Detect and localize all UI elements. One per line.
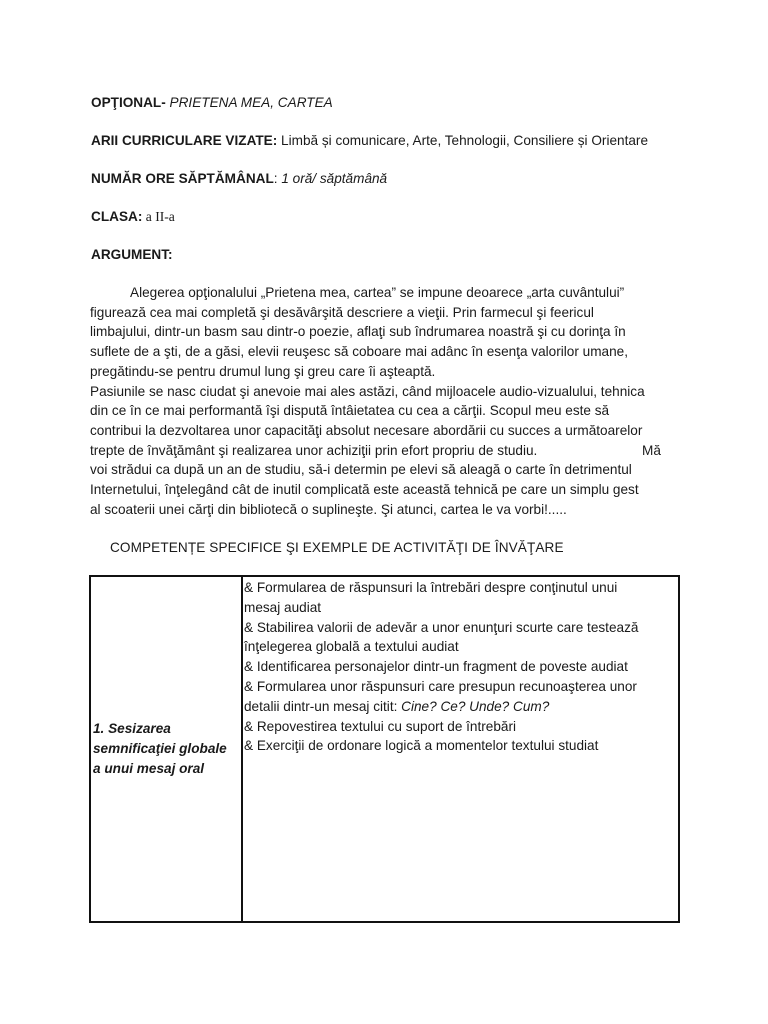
competente-table [89, 575, 680, 923]
argument-paragraph [90, 283, 690, 519]
clasa-line [91, 209, 175, 225]
competenta-line: a unui mesaj oral [93, 761, 205, 776]
argument-line: al scoaterii unei cărţi din bibliotecă o suplineşte. Şi atunci, cartea le va vorbi!..... [90, 501, 567, 517]
ore-colon: : [273, 171, 278, 186]
activitate-line: & Exerciţii de ordonare logică a momentelor textului studiat [244, 738, 599, 754]
argument-line: Alegerea opţionalului „Prietena mea, cartea” se impune deoarece „arta cuvântului” [130, 285, 625, 300]
activitate-line: & Formularea de răspunsuri la întrebări despre conţinutul unui [244, 580, 618, 595]
competenta-cell [90, 576, 242, 922]
activitate-line: & Repovestirea textului cu suport de întrebări [244, 718, 517, 734]
arii-value: Limbă și comunicare, Arte, Tehnologii, Consiliere și Orientare [277, 133, 649, 148]
activitate-questions: Cine? Ce? Unde? Cum? [401, 698, 550, 714]
ore-value: 1 oră/ săptămână [277, 171, 388, 186]
argument-line-with-trail [90, 441, 690, 461]
activitati-cell [242, 576, 679, 922]
activitate-line: & Stabilirea valorii de adevăr a unor enunţuri scurte care testează [244, 619, 639, 635]
argument-line: Internetului, înţelegând cât de inutil complicată este această tehnică pe care un simplu gest [90, 482, 639, 498]
argument-line: din ce în ce mai performantă îşi dispută întâietatea cu cea a cărţii. Scopul meu este să [90, 403, 610, 419]
argument-line: voi strădui ca după un an de studiu, să-i determin pe elevi să aleagă o carte în detrimentul [90, 462, 632, 478]
argument-line: suflete de a şti, de a găsi, elevii reuşesc să coboare mai adânc în esenţa valorilor umane, [90, 344, 629, 360]
argument-line: Pasiunile se nasc ciudat şi anevoie mai ales astăzi, când mijloacele audio-vizualului, tehnica [90, 383, 645, 399]
argument-line: pregătindu-se pentru drumul lung şi greu care îi aşteaptă. [90, 363, 436, 379]
ore-label: NUMĂR ORE SĂPTĂMÂNAL [91, 171, 274, 186]
arii-label: ARII CURRICULARE VIZATE: [91, 133, 278, 148]
competenta-line: 1. Sesizarea [93, 721, 171, 736]
argument-line: limbajului, dintr-un basm sau dintr-o poezie, aflaţi sub îndrumarea noastră şi cu dorinţa în [90, 324, 626, 340]
activitate-line: & Formularea unor răspunsuri care presupun recunoaşterea unor [244, 678, 637, 694]
activitate-line: mesaj audiat [244, 599, 322, 615]
activitate-line: detalii dintr-un mesaj citit: [244, 698, 402, 714]
activitate-line-mixed [244, 697, 678, 717]
argument-line-trail: Mă [642, 442, 661, 458]
arii-line [91, 133, 648, 148]
competenta-line: semnificaţiei globale [93, 741, 227, 756]
clasa-value: a II-a [142, 209, 175, 224]
activitate-line: & Identificarea personajelor dintr-un fragment de poveste audiat [244, 659, 628, 675]
competente-heading: COMPETENȚE SPECIFICE ŞI EXEMPLE DE ACTIVITĂŢI DE ÎNVĂŢARE [110, 540, 564, 555]
argument-line: contribui la dezvoltarea unor capacităţi absolut necesare abordării cu succes a următoarelor [90, 422, 643, 438]
optional-line [91, 95, 333, 110]
table-row [90, 576, 679, 922]
optional-value: PRIETENA MEA, CARTEA [165, 95, 333, 110]
activitate-line: înţelegerea globală a textului audiat [244, 639, 459, 655]
optional-label: OPŢIONAL- [91, 95, 166, 110]
ore-line [91, 171, 387, 186]
argument-line: figurează cea mai completă şi desăvârşită descriere a vieţii. Prin farmecul şi feericul [90, 304, 594, 320]
argument-heading: ARGUMENT: [91, 247, 173, 262]
clasa-label: CLASA: [91, 209, 143, 224]
argument-line: trepte de învăţământ şi realizarea unor achiziţii prin efort propriu de studiu. [90, 442, 538, 458]
